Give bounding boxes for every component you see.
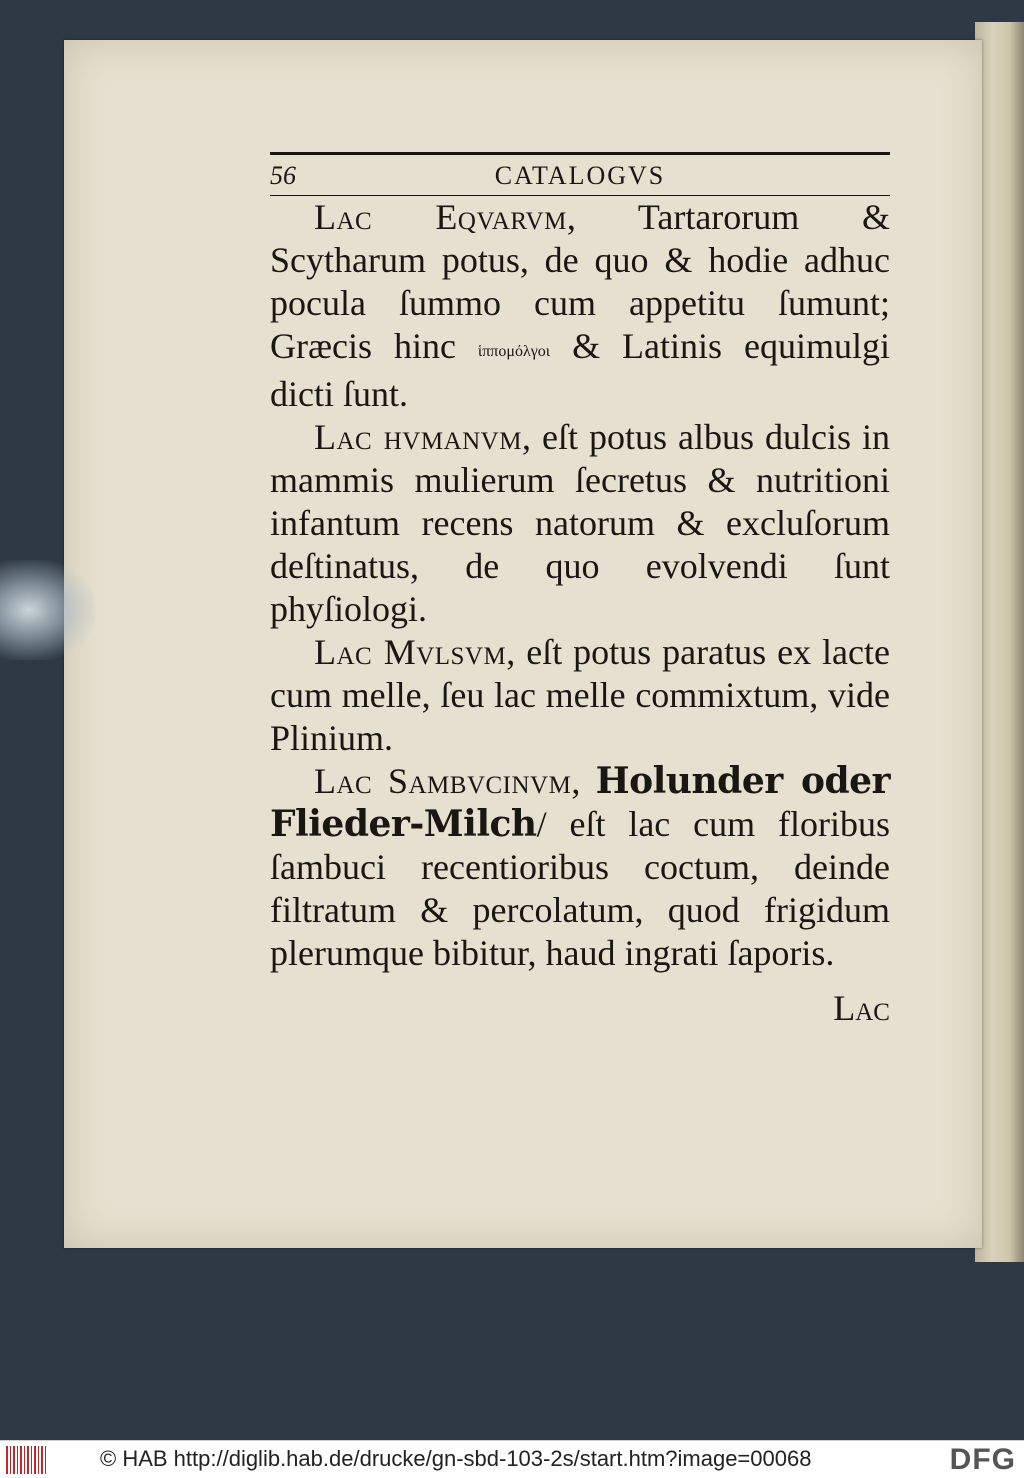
entry-lemma: Lac Eqvarvm bbox=[314, 197, 567, 237]
entry-text: / eſt lac cum floribus ſambuci recentioribus coctum, deinde filtratum & percolatum, quod frigidum plerumque bibitur, haud ingrati ſaporis. bbox=[270, 804, 890, 973]
light-glare bbox=[0, 560, 96, 660]
page-number: 56 bbox=[270, 161, 296, 190]
german-gloss: Holunder oder Flieder-Milch bbox=[270, 760, 891, 845]
entry-text: , eſt potus paratus ex lacte cum melle, ſeu lac melle commixtum, vide Plinium. bbox=[270, 632, 890, 758]
entry-lac-mulsum bbox=[270, 631, 890, 760]
entry-lemma: Lac Sambvcinvm bbox=[314, 761, 572, 801]
entry-text: , bbox=[571, 761, 596, 801]
entry-lac-equarum bbox=[270, 196, 890, 416]
entry-lemma: Lac hvmanvm bbox=[314, 417, 522, 457]
entry-lac-humanum bbox=[270, 416, 890, 631]
entry-lac-sambucinum bbox=[270, 760, 890, 975]
entry-lemma: Lac Mvlsvm bbox=[314, 632, 507, 672]
entry-text: , Tartarorum & Scytharum potus, de quo & hodie adhuc pocula ſummo cum appetitu ſumunt; Græcis hinc bbox=[270, 197, 890, 366]
entry-text: & Latinis equimulgi dicti ſunt. bbox=[270, 326, 890, 414]
entry-text: , eſt potus albus dulcis in mammis mulierum ſecretus & nutritioni infantum recens natorum & excluſorum deſtinatus, de quo evolvendi ſunt phyſiologi. bbox=[270, 417, 890, 629]
dfg-logo: DFG bbox=[949, 1443, 1016, 1476]
page-edges bbox=[975, 22, 1024, 1262]
barcode-icon bbox=[6, 1446, 46, 1474]
footer-bar bbox=[0, 1440, 1024, 1478]
greek-word: ἱππομόλγοι bbox=[477, 343, 551, 360]
source-url[interactable]: © HAB http://diglib.hab.de/drucke/gn-sbd-103-2s/start.htm?image=00068 bbox=[100, 1446, 812, 1471]
page-text bbox=[270, 152, 890, 1029]
catchword: Lac bbox=[833, 988, 890, 1028]
running-head bbox=[270, 152, 890, 196]
running-title: CATALOGVS bbox=[494, 161, 666, 190]
